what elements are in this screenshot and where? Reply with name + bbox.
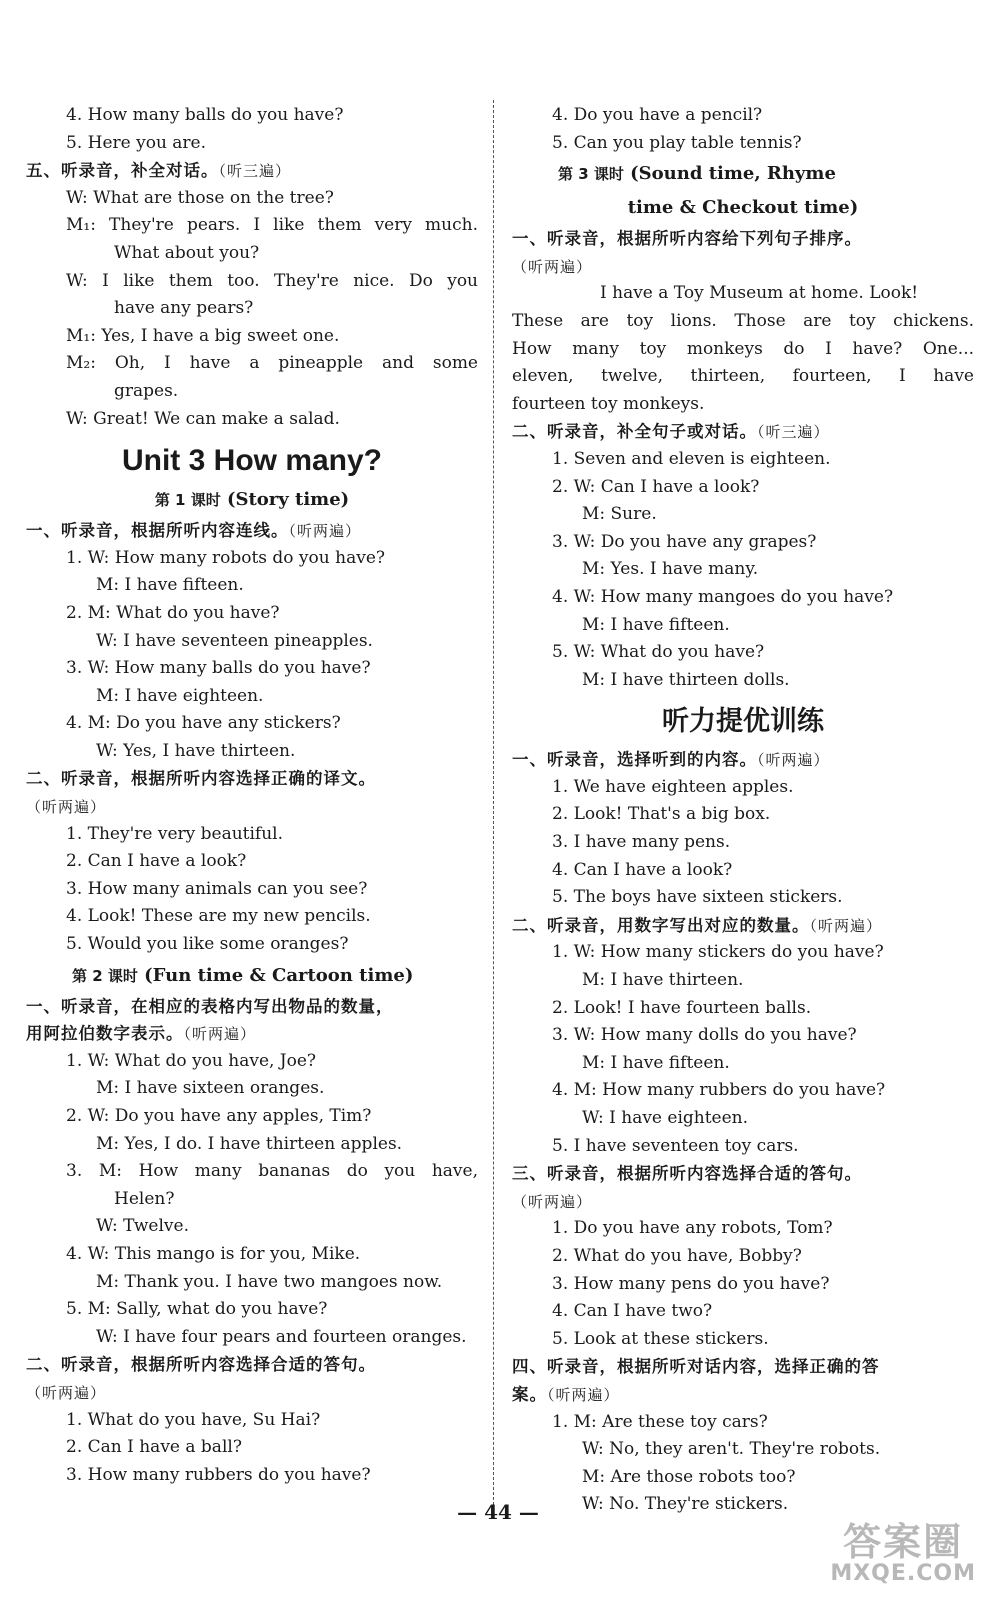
section-heading-text: 一、听录音，选择听到的内容。: [512, 750, 757, 770]
lesson-title: time & Checkout time): [627, 197, 859, 219]
text-line: 4. Look! These are my new pencils.: [66, 906, 371, 927]
section-heading: [26, 517, 478, 545]
text-line: 1. They're very beautiful.: [66, 823, 284, 844]
text-line: M: Sure.: [582, 504, 657, 525]
section-listen-note: （听两遍）: [26, 798, 107, 817]
text-line: 4. How many balls do you have?: [66, 105, 344, 125]
text-line: W: Great! We can make a salad.: [66, 408, 340, 429]
lesson-number: 第 2 课时: [72, 966, 138, 985]
text-line: 1. Seven and eleven is eighteen.: [552, 448, 831, 469]
text-line: 1. Do you have any robots, Tom?: [552, 1218, 833, 1239]
text-line: 4. M: Do you have any stickers?: [66, 713, 341, 734]
lesson-heading: [26, 959, 478, 993]
section-listen-note: （听两遍）: [809, 916, 883, 935]
text-line: M: I have thirteen dolls.: [582, 669, 790, 690]
text-line: M: I have fifteen.: [582, 614, 730, 635]
text-line: 1. W: What do you have, Joe?: [66, 1050, 317, 1071]
text-line: 4. M: How many rubbers do you have?: [552, 1080, 886, 1101]
section-heading-text: 案。: [512, 1384, 547, 1404]
text-line: These are toy lions. Those are toy chickens.: [512, 310, 974, 331]
text-line: Helen?: [114, 1188, 175, 1209]
text-line: M: I have eighteen.: [96, 685, 264, 706]
section-heading-text: 二、听录音，用数字写出对应的数量。: [512, 915, 810, 935]
section-listen-note: （听两遍）: [26, 1383, 107, 1402]
text-line: 2. Look! I have fourteen balls.: [552, 997, 812, 1018]
site-watermark-logo: [830, 1522, 976, 1586]
text-line: 1. We have eighteen apples.: [552, 776, 794, 797]
text-line: 5. Can you play table tennis?: [552, 132, 802, 153]
text-line: 2. Can I have a ball?: [66, 1437, 242, 1458]
text-line: W: What are those on the tree?: [66, 187, 334, 208]
text-line: 3. W: How many balls do you have?: [66, 658, 371, 679]
section-heading: [512, 418, 974, 446]
text-line: 3. W: Do you have any grapes?: [552, 531, 817, 552]
section-heading: [26, 1379, 478, 1407]
unit-title: Unit 3 How many?: [121, 444, 383, 478]
section-heading-text: 二、听录音，补全句子或对话。: [512, 422, 757, 442]
section-heading-text: 二、听录音，根据所听内容选择正确的译文。: [26, 769, 376, 789]
section-heading-text: 五、听录音，补全对话。: [26, 161, 219, 181]
section-heading-text: 一、听录音，根据所听内容连线。: [26, 521, 289, 541]
lesson-heading: [512, 157, 974, 191]
text-line: I have a Toy Museum at home. Look!: [600, 283, 919, 304]
text-line: 2. Look! That's a big box.: [552, 804, 771, 825]
text-line: 5. W: What do you have?: [552, 642, 765, 663]
text-line: What about you?: [114, 242, 260, 263]
text-line: 1. W: How many stickers do you have?: [552, 942, 884, 963]
text-line: 4. W: This mango is for you, Mike.: [66, 1243, 361, 1264]
section-heading: [512, 225, 974, 253]
watermark-text: 答案圈: [843, 1520, 964, 1564]
text-line: 4. Can I have a look?: [552, 859, 733, 880]
section-heading: [512, 1353, 974, 1381]
text-line: 5. The boys have sixteen stickers.: [552, 887, 843, 908]
text-line: How many toy monkeys do I have? One...: [512, 338, 974, 359]
text-line: 1. What do you have, Su Hai?: [66, 1409, 321, 1430]
text-line: M: Are those robots too?: [582, 1466, 796, 1487]
text-line: 3. How many pens do you have?: [552, 1273, 830, 1294]
section-heading: [512, 1160, 974, 1188]
right-column: [512, 102, 974, 1519]
text-line: 5. I have seventeen toy cars.: [552, 1135, 799, 1156]
section-listen-note: （听三遍）: [218, 162, 292, 181]
section-heading: [26, 765, 478, 793]
text-line: have any pears?: [114, 298, 254, 319]
text-line: 1. M: Are these toy cars?: [552, 1411, 768, 1432]
lesson-title: (Fun time & Cartoon time): [137, 964, 414, 986]
text-line: 5. Here you are.: [66, 132, 207, 153]
text-line: 2. Can I have a look?: [66, 851, 247, 872]
text-line: 4. Do you have a pencil?: [552, 105, 763, 125]
left-column: [26, 102, 478, 1489]
lesson-number: 第 1 课时: [154, 491, 221, 510]
text-line: 3. M: How many bananas do you have,: [66, 1161, 478, 1182]
text-line: eleven, twelve, thirteen, fourteen, I have: [512, 366, 974, 387]
lesson-heading: [26, 483, 478, 517]
section-heading-text: 三、听录音，根据所听内容选择合适的答句。: [512, 1164, 862, 1184]
section-heading: [512, 912, 974, 940]
section-listen-note: （听两遍）: [547, 1385, 620, 1404]
section-heading-text: 二、听录音，根据所听内容选择合适的答句。: [26, 1355, 376, 1375]
section-heading: [26, 1351, 478, 1379]
text-line: 3. How many rubbers do you have?: [66, 1464, 371, 1485]
lesson-heading: [512, 191, 974, 225]
text-line: W: I like them too. They're nice. Do you: [66, 270, 478, 291]
text-line: 3. W: How many dolls do you have?: [552, 1025, 857, 1046]
part-title: 听力提优训练: [662, 706, 824, 738]
section-heading: [512, 253, 974, 281]
section-heading-text: 用阿拉伯数字表示。: [26, 1024, 184, 1044]
section-listen-note: （听两遍）: [183, 1025, 257, 1044]
lesson-title: (Sound time, Rhyme: [623, 163, 836, 185]
lesson-number: 第 3 课时: [558, 165, 624, 184]
text-line: 2. W: Can I have a look?: [552, 476, 760, 497]
text-line: M₂: Oh, I have a pineapple and some: [66, 353, 478, 374]
watermark-url: MXQE.COM: [830, 1561, 976, 1586]
text-line: 2. W: Do you have any apples, Tim?: [66, 1106, 372, 1126]
text-line: W: No, they aren't. They're robots.: [582, 1439, 881, 1460]
section-listen-note: （听两遍）: [288, 522, 362, 541]
text-line: M: Thank you. I have two mangoes now.: [96, 1271, 443, 1292]
lesson-title: (Story time): [220, 489, 350, 511]
section-heading: [26, 157, 478, 185]
text-line: 3. How many animals can you see?: [66, 878, 368, 899]
section-listen-note: （听两遍）: [512, 257, 593, 276]
text-line: grapes.: [114, 380, 179, 401]
text-line: W: No. They're stickers.: [582, 1494, 789, 1515]
column-divider: [493, 100, 494, 1505]
text-line: M: I have fifteen.: [582, 1052, 730, 1073]
section-heading-text: 一、听录音，在相应的表格内写出物品的数量，: [26, 996, 394, 1016]
section-listen-note: （听两遍）: [512, 1192, 593, 1211]
text-line: M₁: Yes, I have a big sweet one.: [66, 325, 340, 346]
text-line: 5. Would you like some oranges?: [66, 934, 349, 955]
section-heading: [26, 793, 478, 821]
section-heading: [512, 1381, 974, 1409]
text-line: W: Twelve.: [96, 1216, 189, 1237]
text-line: M₁: They're pears. I like them very much.: [66, 215, 478, 236]
text-line: M: I have sixteen oranges.: [96, 1078, 325, 1099]
text-line: 5. Look at these stickers.: [552, 1328, 769, 1349]
text-line: fourteen toy monkeys.: [512, 393, 705, 414]
section-heading: [512, 746, 974, 774]
page-number: — 44 —: [457, 1500, 539, 1524]
text-line: M: I have thirteen.: [582, 970, 744, 991]
text-line: 4. Can I have two?: [552, 1301, 713, 1322]
text-line: 2. What do you have, Bobby?: [552, 1245, 802, 1266]
text-line: 5. M: Sally, what do you have?: [66, 1299, 328, 1320]
text-line: 3. I have many pens.: [552, 832, 731, 853]
text-line: W: I have four pears and fourteen oranges.: [96, 1326, 467, 1347]
text-line: W: I have eighteen.: [582, 1108, 749, 1128]
text-line: W: I have seventeen pineapples.: [96, 630, 373, 651]
section-listen-note: （听三遍）: [757, 423, 830, 442]
section-heading: [26, 993, 478, 1021]
section-heading: [512, 1188, 974, 1216]
section-listen-note: （听两遍）: [757, 751, 830, 770]
text-line: 4. W: How many mangoes do you have?: [552, 586, 894, 607]
section-heading-text: 一、听录音，根据所听内容给下列句子排序。: [512, 229, 862, 249]
text-line: 2. M: What do you have?: [66, 602, 280, 623]
text-line: M: Yes, I do. I have thirteen apples.: [96, 1133, 403, 1154]
text-line: M: Yes. I have many.: [582, 559, 759, 580]
text-line: W: Yes, I have thirteen.: [96, 740, 296, 761]
section-heading: [26, 1020, 478, 1048]
text-line: M: I have fifteen.: [96, 575, 244, 596]
section-heading-text: 四、听录音，根据所听对话内容，选择正确的答: [512, 1357, 880, 1377]
text-line: 1. W: How many robots do you have?: [66, 547, 385, 568]
